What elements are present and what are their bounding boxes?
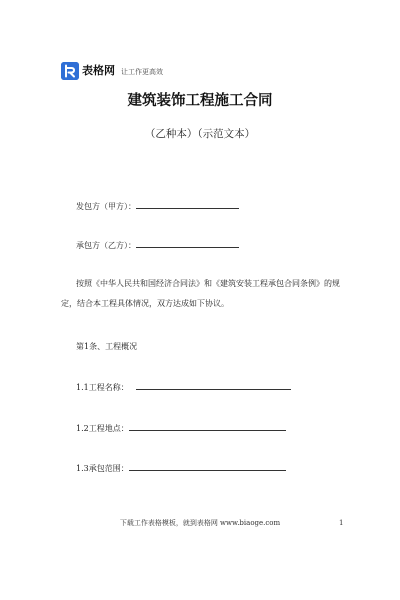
- party-b-blank[interactable]: [136, 238, 239, 248]
- field-row-project-name: [76, 380, 291, 394]
- field-row-project-location: [76, 421, 286, 435]
- article-1-heading: 第1条、工程概况: [76, 342, 138, 351]
- intro-line-1: 按照《中华人民共和国经济合同法》和《建筑安装工程承包合同条例》的规: [76, 279, 340, 288]
- footer-text: 下载工作表格模板，就到表格网 www.biaoge.com: [119, 519, 281, 527]
- field-row-contract-scope: [76, 461, 286, 475]
- field-label: 1.2工程地点：: [76, 424, 129, 433]
- document-title: 建筑装饰工程施工合同: [127, 93, 273, 109]
- project-location-blank[interactable]: [129, 421, 286, 431]
- brand-slogan: 让工作更高效: [121, 68, 163, 76]
- party-b-row: [76, 238, 239, 252]
- page-number: 1: [339, 519, 344, 527]
- party-b-label: 承包方（乙方）：: [76, 241, 136, 250]
- document-subtitle: （乙种本）（示范文本）: [144, 128, 256, 140]
- brand-name: 表格网: [82, 64, 115, 77]
- biaoge-logo-icon: [61, 62, 79, 80]
- party-a-row: [76, 199, 239, 213]
- field-label: 1.3承包范围：: [76, 464, 129, 473]
- field-label: 1.1工程名称：: [76, 383, 129, 392]
- intro-line-2: 定，结合本工程具体情况，双方达成如下协议。: [61, 299, 229, 308]
- party-a-blank[interactable]: [136, 199, 239, 209]
- project-name-blank[interactable]: [136, 380, 291, 390]
- contract-scope-blank[interactable]: [129, 461, 286, 471]
- party-a-label: 发包方（甲方）：: [76, 202, 136, 211]
